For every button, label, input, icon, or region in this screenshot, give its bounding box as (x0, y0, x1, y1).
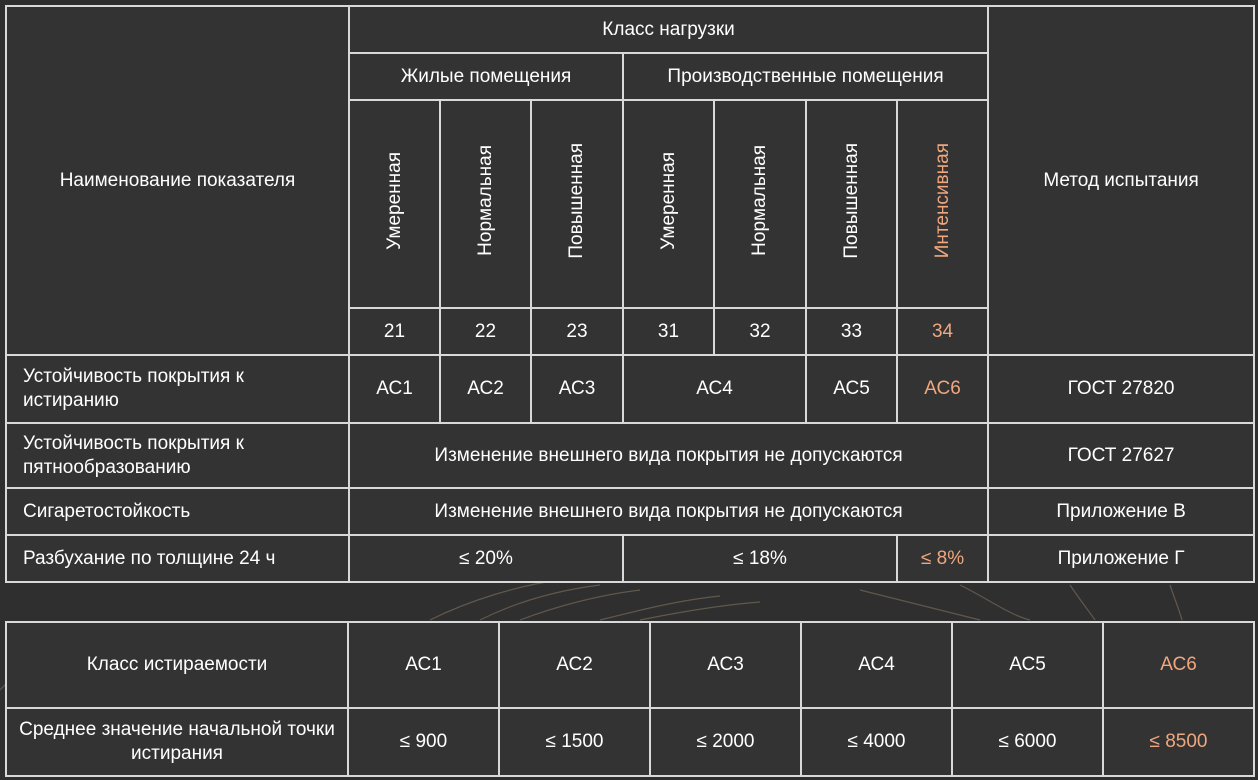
abrasion-class: АС2 (499, 622, 650, 708)
abrasion-class: АС5 (952, 622, 1103, 708)
abrasion-point-value: ≤ 8500 (1103, 708, 1254, 776)
abrasion-class: АС6 (1103, 622, 1254, 708)
column-header-moderate: Умеренная (349, 100, 440, 308)
abrasion-point-value: ≤ 1500 (499, 708, 650, 776)
abrasion-point-value: ≤ 4000 (801, 708, 952, 776)
column-header-increased: Повышенная (806, 100, 897, 308)
row-label-staining: Устойчивость покрытия к пятнообразованию (6, 423, 349, 488)
column-header-normal: Нормальная (714, 100, 806, 308)
abrasion-point-value: ≤ 2000 (650, 708, 801, 776)
row-label-abrasion: Устойчивость покрытия к истиранию (6, 355, 349, 423)
staining-method: ГОСТ 27627 (988, 423, 1254, 488)
swelling-value: ≤ 20% (349, 535, 623, 582)
abrasion-point-value: ≤ 6000 (952, 708, 1103, 776)
cigarette-method: Приложение В (988, 488, 1254, 535)
column-header-increased: Повышенная (531, 100, 623, 308)
abrasion-value: АС3 (531, 355, 623, 423)
abrasion-class: АС3 (650, 622, 801, 708)
load-class-header: Класс нагрузки (349, 6, 988, 53)
class-code: 23 (531, 308, 623, 355)
class-code: 21 (349, 308, 440, 355)
abrasion-point-label: Среднее значение начальной точки истирания (6, 708, 348, 776)
column-header-normal: Нормальная (440, 100, 531, 308)
abrasion-value: АС6 (897, 355, 988, 423)
swelling-method: Приложение Г (988, 535, 1254, 582)
abrasion-method: ГОСТ 27820 (988, 355, 1254, 423)
abrasion-class-label: Класс истираемости (6, 622, 348, 708)
class-code: 32 (714, 308, 806, 355)
load-class-table (5, 5, 1255, 583)
method-header: Метод испытания (988, 6, 1254, 355)
abrasion-class: АС4 (801, 622, 952, 708)
abrasion-class: АС1 (348, 622, 499, 708)
row-label-swelling: Разбухание по толщине 24 ч (6, 535, 349, 582)
staining-value: Изменение внешнего вида покрытия не допускаются (349, 423, 988, 488)
indicator-header: Наименование показателя (6, 6, 349, 355)
row-label-cigarette: Сигаретостойкость (6, 488, 349, 535)
swelling-value: ≤ 8% (897, 535, 988, 582)
cigarette-value: Изменение внешнего вида покрытия не допускаются (349, 488, 988, 535)
abrasion-class-table (5, 621, 1255, 777)
class-code: 33 (806, 308, 897, 355)
class-code: 34 (897, 308, 988, 355)
abrasion-value: АС1 (349, 355, 440, 423)
column-header-moderate: Умеренная (623, 100, 714, 308)
abrasion-value: АС4 (623, 355, 806, 423)
residential-header: Жилые помещения (349, 53, 623, 100)
abrasion-value: АС2 (440, 355, 531, 423)
class-code: 31 (623, 308, 714, 355)
industrial-header: Производственные помещения (623, 53, 988, 100)
class-code: 22 (440, 308, 531, 355)
abrasion-point-value: ≤ 900 (348, 708, 499, 776)
swelling-value: ≤ 18% (623, 535, 897, 582)
abrasion-value: АС5 (806, 355, 897, 423)
column-header-intensive: Интенсивная (897, 100, 988, 308)
